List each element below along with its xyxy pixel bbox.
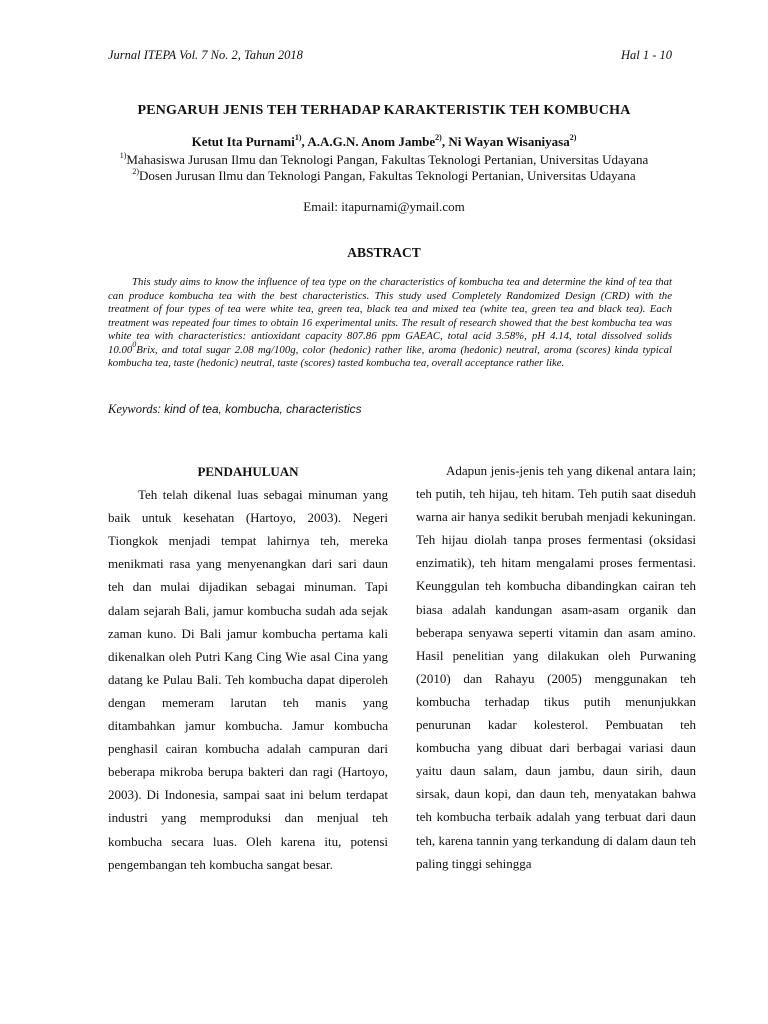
intro-paragraph: Teh telah dikenal luas sebagai minuman yang baik untuk kesehatan (Hartoyo, 2003). Negeri Tiongkok menjadi tempat lahirnya teh, mereka menikmati rasa yang menyenangkan dari sari daun teh dan mulai dijadikan sebagai minuman. Tapi dalam sejarah Bali, jamur kombucha sudah ada sejak zaman kuno. Di Bali jamur kombucha pertama kali dikenalkan oleh Putri Kang Cing Wie asal Cina yang datang ke Pulau Bali. Teh kombucha dapat diperoleh dengan memeram larutan teh manis yang ditambahkan jamur kombucha. Jamur kombucha penghasil cairan kombucha adalah campuran dari beberapa mikroba berupa bakteri dan ragi (Hartoyo, 2003). Di Indonesia, sampai saat ini belum terdapat industri yang memproduksi dan menjual teh kombucha secara luas. Oleh karena itu, potensi pengembangan teh kombucha sangat besar. bbox=[108, 487, 388, 872]
author-separator: , bbox=[441, 134, 449, 149]
affiliation-text: Dosen Jurusan Ilmu dan Teknologi Pangan, Fakultas Teknologi Pertanian, Universitas Udayana bbox=[139, 168, 636, 183]
author-affiliation-mark: 1) bbox=[294, 132, 302, 142]
abstract-text-continued: Brix, and total sugar 2.08 mg/100g, color (hedonic) rather like, aroma (hedonic) neutral, aroma (scores) kinda typical kombucha tea, taste (hedonic) neutral, taste (scores) tasted kombucha tea, overall acceptance rather like. bbox=[108, 343, 672, 370]
affiliation-mark: 1) bbox=[119, 150, 127, 160]
left-column bbox=[108, 460, 388, 876]
affiliation-mark: 2) bbox=[132, 166, 139, 176]
affiliation-2 bbox=[40, 168, 728, 184]
degree-mark: 0 bbox=[132, 340, 137, 350]
author-affiliation-mark: 2) bbox=[435, 132, 442, 142]
keywords-text: : kind of tea, kombucha, characteristics bbox=[157, 402, 362, 416]
abstract-heading: ABSTRACT bbox=[347, 245, 421, 260]
journal-citation: Jurnal ITEPA Vol. 7 No. 2, Tahun 2018 bbox=[108, 48, 303, 62]
abstract-body bbox=[108, 276, 672, 371]
affiliation-text: Mahasiswa Jurusan Ilmu dan Teknologi Pangan, Fakultas Teknologi Pertanian, Universitas Udayana bbox=[126, 152, 649, 167]
author-name: Ketut Ita Purnami bbox=[191, 134, 295, 149]
running-head bbox=[108, 48, 672, 63]
right-column bbox=[416, 459, 696, 875]
keywords-label: Keywords bbox=[108, 402, 158, 416]
affiliation-1 bbox=[40, 152, 728, 168]
abstract-text: This study aims to know the influence of tea type on the characteristics of kombucha tea and determine the kind of tea that can produce kombucha tea with the best characteristics. This study used Completely Randomized Design (CRD) with the treatment of four types of tea were white tea, green tea, black tea and mixed tea (white tea, green tea and black tea). Each treatment was repeated four times to obtain 16 experimental units. The result of research showed that the best kombucha tea was white tea with characteristics: antioxidant capacity 807.86 ppm GAEAC, total acid 3.58%, pH 4.14, total dissolved solids 10.00 bbox=[108, 276, 672, 356]
keywords-line bbox=[108, 402, 361, 417]
body-paragraph: Adapun jenis-jenis teh yang dikenal antara lain; teh putih, teh hijau, teh hitam. Teh putih saat diseduh warna air hanya sedikit berubah menjadi kekuningan. Teh hijau diolah tanpa proses fermentasi (oksidasi enzimatik), teh hitam mengalami proses fermentasi. Keunggulan teh kombucha dibandingkan cairan teh biasa adalah kandungan asam-asam organik dan beberapa senyawa seperti vitamin dan asam amino. Hasil penelitian yang dilakukan oleh Purwaning (2010) dan Rahayu (2005) menggunakan teh kombucha terhadap tikus putih menunjukkan penurunan kadar kolesterol. Pembuatan teh kombucha yang dibuat dari berbagai variasi daun yaitu daun salam, daun jambu, daun sirih, daun sirsak, daun kopi, dan daun teh, menyatakan bahwa teh kombucha terbaik adalah yang terbuat dari daun teh, karena tannin yang terkandung di dalam daun teh paling tinggi sehingga bbox=[416, 463, 696, 871]
section-heading: PENDAHULUAN bbox=[197, 464, 299, 479]
author-name: A.A.G.N. Anom Jambe bbox=[307, 134, 436, 149]
author-affiliation-mark: 2) bbox=[569, 132, 577, 142]
author-separator: , bbox=[301, 134, 308, 149]
author-list bbox=[60, 134, 708, 150]
page-range: Hal 1 - 10 bbox=[620, 48, 672, 62]
contact-email: Email: itapurnami@ymail.com bbox=[303, 199, 465, 214]
paper-title: PENGARUH JENIS TEH TERHADAP KARAKTERISTIK TEH KOMBUCHA bbox=[137, 103, 631, 118]
author-name: Ni Wayan Wisaniyasa bbox=[448, 134, 570, 149]
